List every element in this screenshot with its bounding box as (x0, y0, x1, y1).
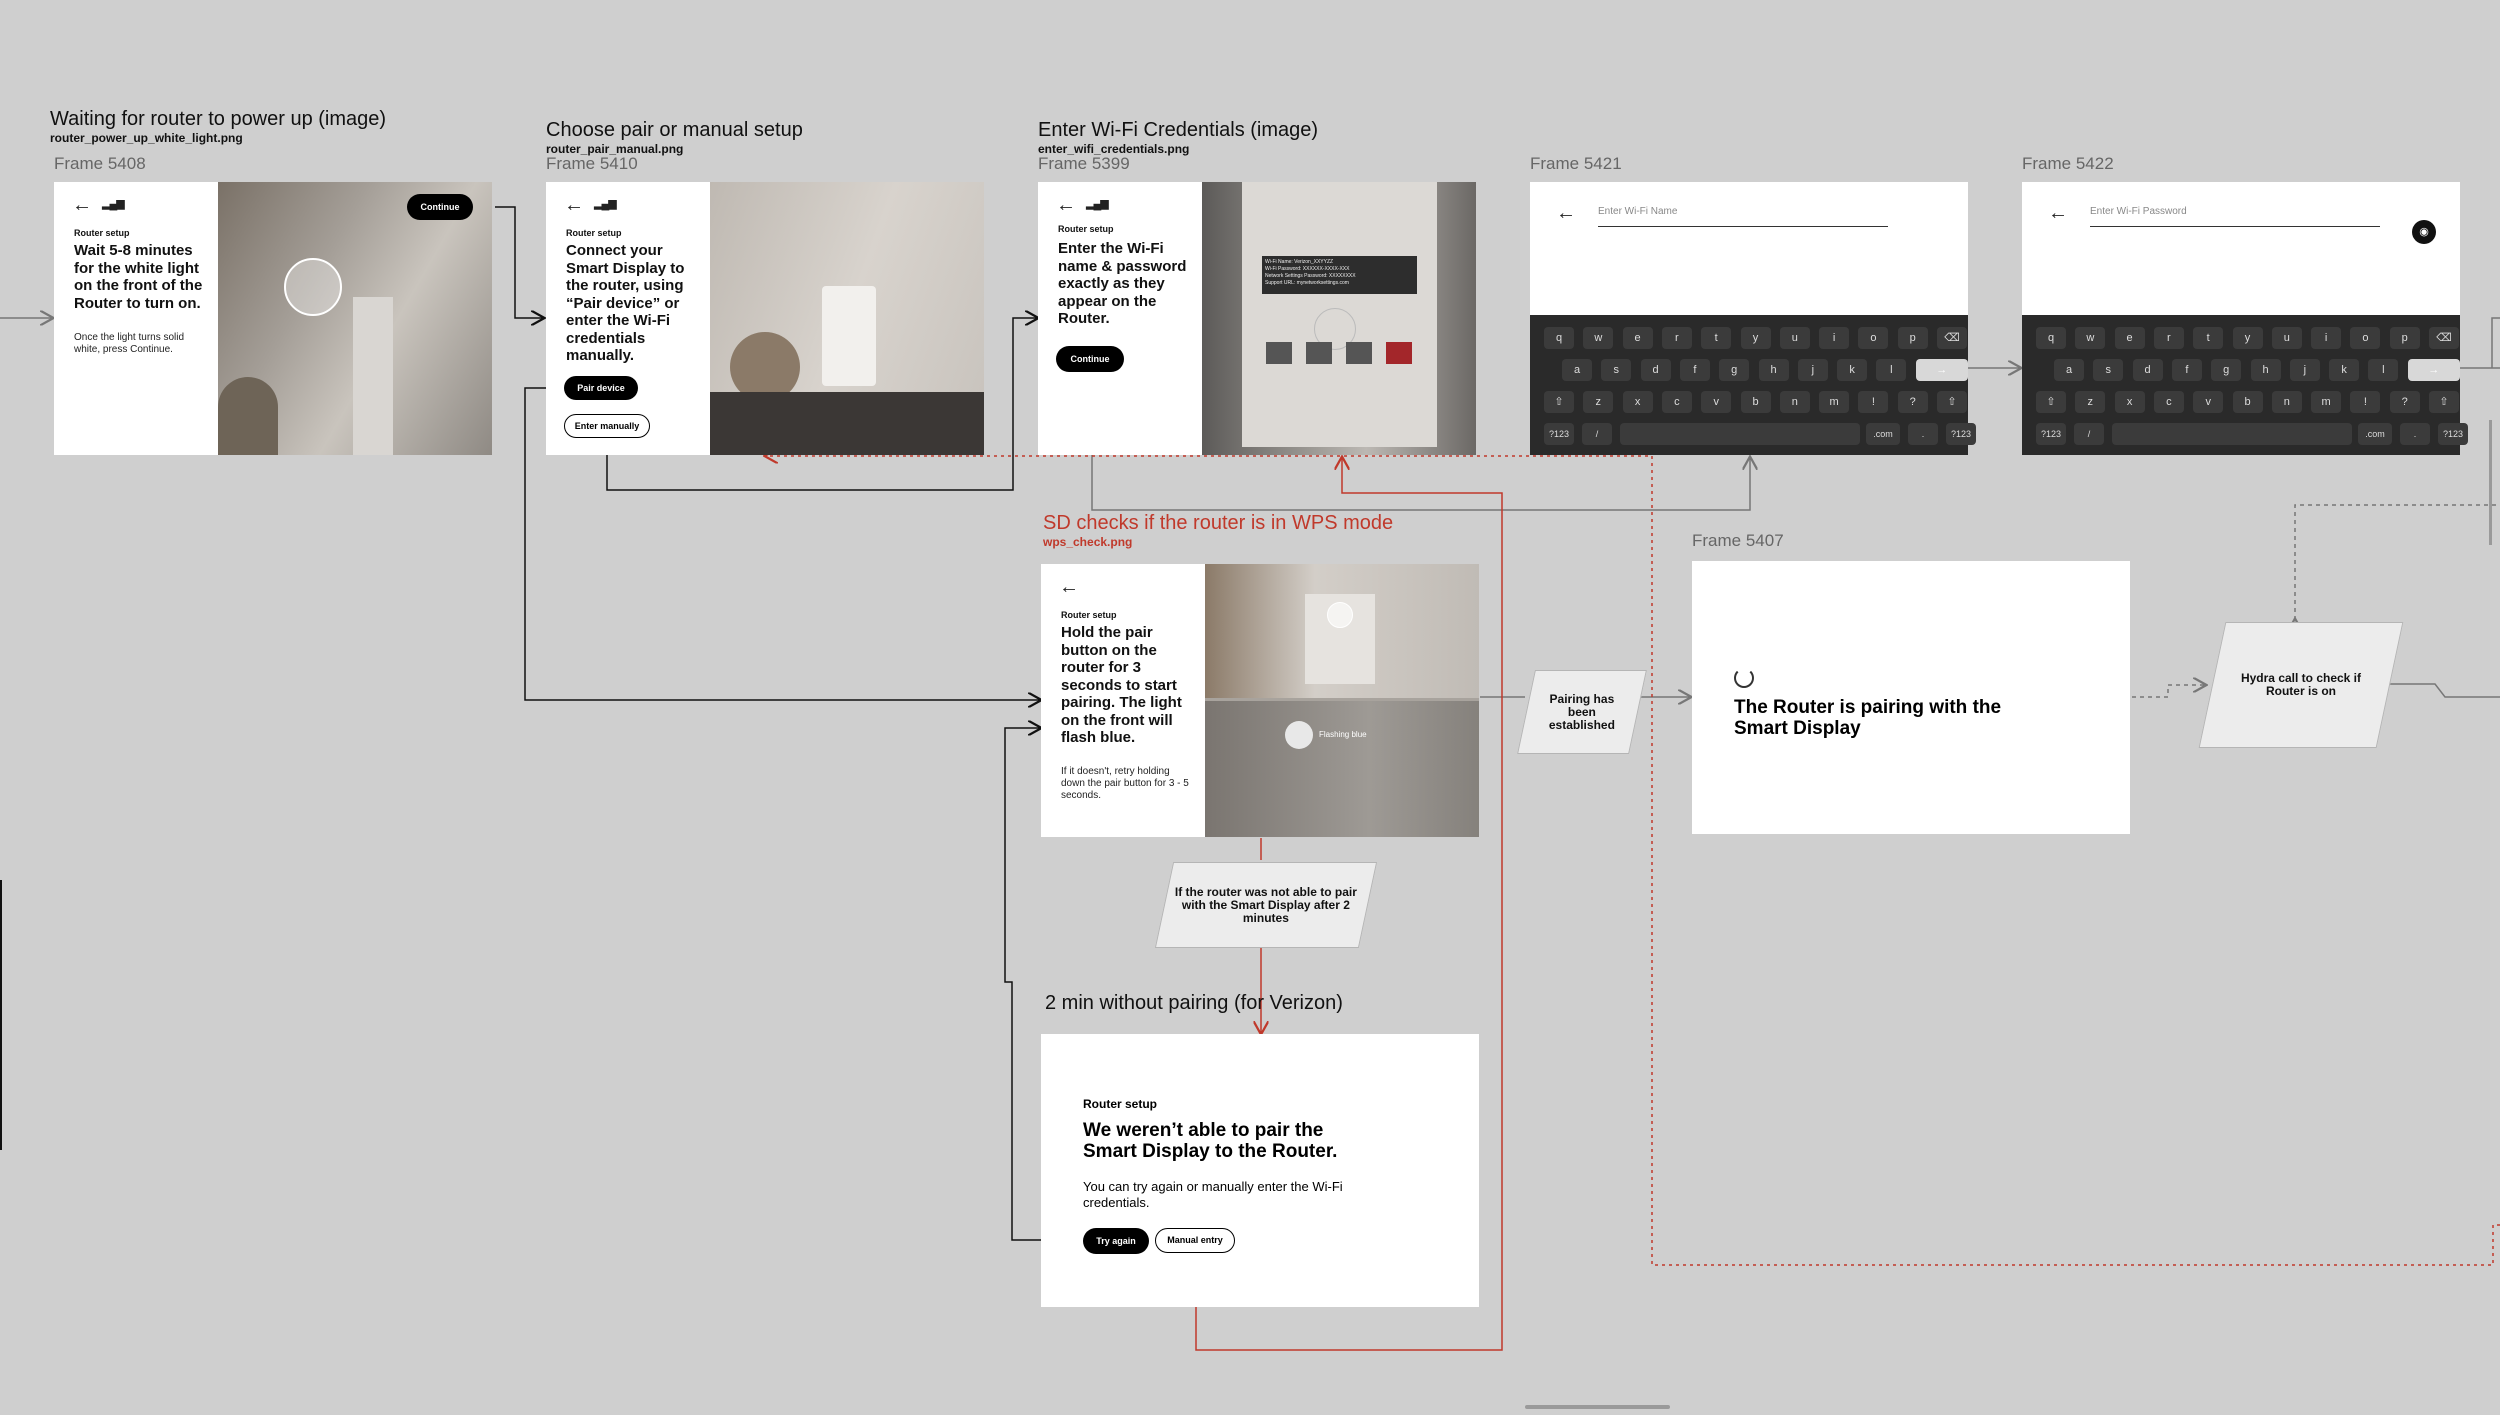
keyboard-key[interactable]: l (1876, 359, 1906, 381)
frame-5421[interactable] (1530, 182, 1972, 455)
eyebrow: Router setup (566, 228, 622, 238)
keyboard-key[interactable]: / (2074, 423, 2104, 445)
keyboard-key[interactable] (2112, 423, 2352, 445)
connector-continue-to-5410 (495, 207, 543, 318)
frame-5422[interactable] (2022, 182, 2464, 455)
frame-5408-title: Waiting for router to power up (image) (50, 108, 387, 130)
enter-manually-button[interactable]: Enter manually (564, 414, 650, 438)
shelf-image (710, 392, 984, 455)
pairing-failed-frame[interactable] (1041, 1034, 1479, 1307)
white-light-highlight (284, 258, 342, 316)
frame-5399-title: Enter Wi-Fi Credentials (image) (1038, 119, 1319, 141)
flashing-blue-label: Flashing blue (1319, 730, 1367, 739)
vase-image (218, 377, 278, 455)
sticker-wifi-name: Wi-Fi Name: Verizon_XXYYZZ (1265, 259, 1334, 265)
onscreen-keyboard (2022, 315, 2464, 455)
signal-icon: ▂▄▆ (594, 198, 616, 210)
note-text: If the router was not able to pair with the Smart Display after 2 minutes (1174, 884, 1358, 925)
wps-frame-filename: wps_check.png (1043, 535, 1133, 549)
keyboard-key[interactable]: f (2172, 359, 2202, 381)
sticker-support-url: Support URL: mynetworksettings.com (1265, 280, 1349, 286)
keyboard-key[interactable]: e (1623, 327, 1653, 349)
frame-5421-label[interactable]: Frame 5421 (1530, 154, 1622, 173)
frame-5408-filename: router_power_up_white_light.png (50, 131, 243, 145)
keyboard-key[interactable]: f (1680, 359, 1710, 381)
wifi-name-input[interactable]: Enter Wi-Fi Name (1598, 206, 1888, 227)
pairing-established-note (1517, 670, 1647, 754)
frame-5408-left-pane (54, 182, 218, 455)
back-arrow-icon[interactable]: ← (1059, 576, 1079, 598)
continue-button[interactable]: Continue (407, 194, 473, 220)
light-indicator (1285, 721, 1313, 749)
heading: Enter the Wi-Fi name & password exactly as they appear on the Router. (1058, 240, 1187, 327)
keyboard-key[interactable]: s (2093, 359, 2123, 381)
continue-button[interactable]: Continue (1056, 346, 1124, 372)
sticker-wifi-password: Wi-Fi Password: XXXXXX-XXXX-XXX (1265, 266, 1350, 272)
keyboard-key[interactable]: ?123 (2438, 423, 2468, 445)
signal-icon: ▂▄▆ (1086, 198, 1108, 210)
frame-5399-filename: enter_wifi_credentials.png (1038, 142, 1190, 156)
frame-5410-title: Choose pair or manual setup (546, 119, 803, 141)
frame-5399-left-pane (1038, 182, 1202, 455)
eyebrow: Router setup (1061, 610, 1117, 620)
wifi-password-input[interactable]: Enter Wi-Fi Password (2090, 206, 2380, 227)
frame-5408[interactable] (54, 182, 492, 455)
keyboard-key[interactable]: b (1741, 391, 1771, 413)
keyboard-key[interactable]: d (1641, 359, 1671, 381)
keyboard-key[interactable]: g (1719, 359, 1749, 381)
keyboard-key[interactable]: d (2133, 359, 2163, 381)
keyboard-key[interactable]: i (1819, 327, 1849, 349)
keyboard-key[interactable]: ? (2390, 391, 2420, 413)
frame-5399[interactable] (1038, 182, 1476, 455)
router-back-image (1242, 182, 1437, 447)
wps-left-pane (1041, 564, 1205, 837)
keyboard-key[interactable]: k (1837, 359, 1867, 381)
back-arrow-icon[interactable]: ← (2048, 202, 2068, 224)
frame-5422-label[interactable]: Frame 5422 (2022, 154, 2114, 173)
eyebrow: Router setup (1058, 224, 1114, 234)
keyboard-key[interactable]: n (1780, 391, 1810, 413)
router-image (822, 286, 876, 386)
frame-5408-label[interactable]: Frame 5408 (54, 154, 146, 173)
note-text: Hydra call to check if Router is on (2240, 671, 2362, 698)
hydra-call-note (2199, 622, 2404, 748)
keyboard-key[interactable]: q (2036, 327, 2066, 349)
sticker-network-password: Network Settings Password: XXXXXXXX (1265, 273, 1356, 279)
pair-device-button[interactable]: Pair device (564, 376, 638, 400)
keyboard-key[interactable]: y (1741, 327, 1771, 349)
keyboard-key[interactable]: z (2075, 391, 2105, 413)
body-text: Once the light turns solid white, press Continue. (74, 332, 185, 355)
ethernet-port (1346, 342, 1372, 364)
note-text: Pairing has been established (1548, 691, 1616, 732)
frame-5399-label[interactable]: Frame 5399 (1038, 154, 1130, 173)
router-image (353, 297, 393, 455)
keyboard-key[interactable]: a (1562, 359, 1592, 381)
signal-icon: ▂▄▆ (102, 198, 124, 210)
ethernet-port (1306, 342, 1332, 364)
keyboard-key[interactable]: / (1582, 423, 1612, 445)
keyboard-key[interactable]: m (1819, 391, 1849, 413)
pair-button-highlight (1327, 602, 1353, 628)
wan-port (1386, 342, 1412, 364)
wps-frame-title: SD checks if the router is in WPS mode (1043, 512, 1394, 534)
heading: We weren’t able to pair the Smart Display to the Router. (1083, 1120, 1338, 1162)
try-again-button[interactable]: Try again (1083, 1228, 1149, 1254)
frame-5407-label[interactable]: Frame 5407 (1692, 531, 1784, 550)
keyboard-key[interactable]: c (2154, 391, 2184, 413)
keyboard-key[interactable]: l (2368, 359, 2398, 381)
body-text: If it doesn't, retry holding down the pair button for 3 - 5 seconds. (1061, 766, 1189, 801)
keyboard-key[interactable]: p (2390, 327, 2420, 349)
connector-5407-to-hydra (2132, 685, 2205, 697)
keyboard-key[interactable]: r (2154, 327, 2184, 349)
timeout-note (1155, 862, 1377, 948)
keyboard-key[interactable] (1620, 423, 1860, 445)
router-shelf-photo (710, 182, 984, 455)
keyboard-key[interactable]: e (2115, 327, 2145, 349)
keyboard-key[interactable]: ?123 (2036, 423, 2066, 445)
keyboard-key[interactable]: w (1583, 327, 1613, 349)
keyboard-key[interactable]: v (2193, 391, 2223, 413)
keyboard-key[interactable]: s (1601, 359, 1631, 381)
keyboard-key[interactable]: ?123 (1946, 423, 1976, 445)
body-text: You can try again or manually enter the Wi-Fi credentials. (1083, 1179, 1343, 1210)
loading-spinner-icon (1734, 668, 1754, 688)
keyboard-key[interactable]: ⇧ (1544, 391, 1574, 413)
keyboard-key[interactable]: t (2193, 327, 2223, 349)
keyboard-key[interactable]: .com (1866, 423, 1900, 445)
router-sticker (1262, 256, 1417, 294)
show-password-icon[interactable]: ◉ (2412, 220, 2436, 244)
frame-5410-left-pane (546, 182, 710, 455)
keyboard-key[interactable]: h (2251, 359, 2281, 381)
router-pair-photo (1205, 564, 1479, 837)
frame-5407[interactable] (1692, 561, 2130, 834)
keyboard-key[interactable]: x (1623, 391, 1653, 413)
back-arrow-icon[interactable]: ← (1556, 202, 1576, 224)
router-back-photo (1202, 182, 1476, 455)
keyboard-key[interactable]: o (2350, 327, 2380, 349)
keyboard-key[interactable]: j (2290, 359, 2320, 381)
keyboard-key[interactable]: ⌫ (1937, 327, 1967, 349)
keyboard-key[interactable]: u (2272, 327, 2302, 349)
keyboard-key[interactable]: ?123 (1544, 423, 1574, 445)
heading: Hold the pair button on the router for 3 seconds to start pairing. The light on the front will flash blue. (1061, 624, 1182, 746)
keyboard-key[interactable]: ! (1858, 391, 1888, 413)
back-arrow-icon[interactable]: ← (564, 194, 584, 216)
frame-5410[interactable] (546, 182, 984, 455)
keyboard-key[interactable]: j (1798, 359, 1828, 381)
keyboard-key[interactable]: ⌫ (2429, 327, 2459, 349)
back-arrow-icon[interactable]: ← (72, 194, 92, 216)
keyboard-key[interactable]: . (1908, 423, 1938, 445)
keyboard-key[interactable]: v (1701, 391, 1731, 413)
keyboard-key[interactable]: c (1662, 391, 1692, 413)
keyboard-key[interactable]: . (2400, 423, 2430, 445)
router-photo (218, 182, 492, 455)
ethernet-port (1266, 342, 1292, 364)
keyboard-key[interactable]: n (2272, 391, 2302, 413)
keyboard-key[interactable]: o (1858, 327, 1888, 349)
router-front-image (1205, 701, 1479, 837)
onscreen-keyboard (1530, 315, 1972, 455)
keyboard-key[interactable]: → (1916, 359, 1968, 381)
manual-entry-button[interactable]: Manual entry (1155, 1228, 1235, 1253)
keyboard-key[interactable]: → (2408, 359, 2460, 381)
back-arrow-icon[interactable]: ← (1056, 194, 1076, 216)
keyboard-key[interactable]: x (2115, 391, 2145, 413)
keyboard-key[interactable]: g (2211, 359, 2241, 381)
keyboard-key[interactable]: a (2054, 359, 2084, 381)
keyboard-key[interactable]: ? (1898, 391, 1928, 413)
keyboard-key[interactable]: k (2329, 359, 2359, 381)
router-top-image (1205, 564, 1479, 698)
keyboard-key[interactable]: z (1583, 391, 1613, 413)
keyboard-key[interactable]: r (1662, 327, 1692, 349)
keyboard-key[interactable]: b (2233, 391, 2263, 413)
keyboard-key[interactable]: p (1898, 327, 1928, 349)
keyboard-key[interactable]: i (2311, 327, 2341, 349)
frame-5410-label[interactable]: Frame 5410 (546, 154, 638, 173)
frame-5410-filename: router_pair_manual.png (546, 142, 684, 156)
fail-frame-title: 2 min without pairing (for Verizon) (1045, 992, 1343, 1014)
keyboard-key[interactable]: h (1759, 359, 1789, 381)
heading: The Router is pairing with the Smart Display (1734, 697, 2002, 739)
keyboard-key[interactable]: y (2233, 327, 2263, 349)
keyboard-key[interactable]: .com (2358, 423, 2392, 445)
heading: Wait 5-8 minutes for the white light on the front of the Router to turn on. (74, 242, 203, 312)
keyboard-key[interactable]: t (1701, 327, 1731, 349)
wps-frame[interactable] (1041, 564, 1479, 837)
keyboard-key[interactable]: m (2311, 391, 2341, 413)
keyboard-key[interactable]: ! (2350, 391, 2380, 413)
eyebrow: Router setup (1083, 1097, 1158, 1111)
keyboard-key[interactable]: ⇧ (2429, 391, 2459, 413)
keyboard-key[interactable]: ⇧ (2036, 391, 2066, 413)
keyboard-key[interactable]: q (1544, 327, 1574, 349)
keyboard-key[interactable]: w (2075, 327, 2105, 349)
heading: Connect your Smart Display to the router, using “Pair device” or enter the Wi-Fi credentials manually. (566, 242, 685, 364)
keyboard-key[interactable]: ⇧ (1937, 391, 1967, 413)
connector-red-dotted (766, 456, 2500, 1265)
eyebrow: Router setup (74, 228, 130, 238)
keyboard-key[interactable]: u (1780, 327, 1810, 349)
